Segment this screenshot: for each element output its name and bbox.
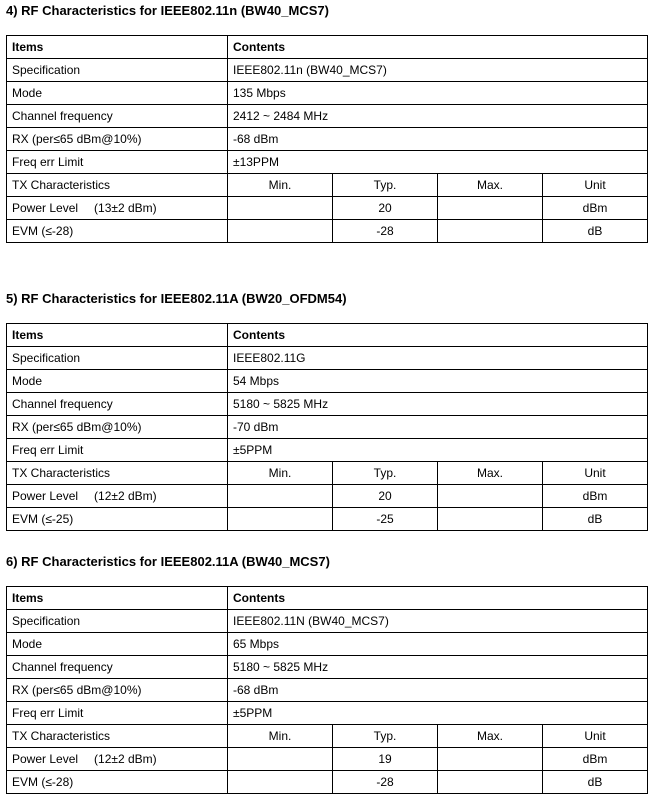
evm-unit: dB [543,508,648,531]
row-value: IEEE802.11N (BW40_MCS7) [228,610,648,633]
row-label: Channel frequency [7,656,228,679]
evm-typ: -28 [333,220,438,243]
row-label: RX (per≤65 dBm@10%) [7,679,228,702]
tx-label: TX Characteristics [7,462,228,485]
evm-label: EVM (≤-25) [7,508,228,531]
power-unit: dBm [543,748,648,771]
evm-max [438,220,543,243]
tx-unit-header: Unit [543,725,648,748]
row-value: IEEE802.11n (BW40_MCS7) [228,59,648,82]
tx-max-header: Max. [438,174,543,197]
row-label: Freq err Limit [7,702,228,725]
power-min [228,485,333,508]
power-unit: dBm [543,197,648,220]
tx-unit-header: Unit [543,174,648,197]
row-label: Mode [7,633,228,656]
table-row [7,610,648,633]
tx-typ-header: Typ. [333,462,438,485]
row-value: 5180 ~ 5825 MHz [228,656,648,679]
table-row [7,347,648,370]
header-items: Items [7,36,228,59]
table-row [7,679,648,702]
evm-min [228,508,333,531]
table-row [7,370,648,393]
tx-typ-header: Typ. [333,174,438,197]
power-typ: 19 [333,748,438,771]
row-value: -70 dBm [228,416,648,439]
header-contents: Contents [228,324,648,347]
tx-unit-header: Unit [543,462,648,485]
table-row [7,702,648,725]
power-unit: dBm [543,485,648,508]
power-max [438,748,543,771]
row-value: ±5PPM [228,702,648,725]
row-value: -68 dBm [228,128,648,151]
power-level-row [7,748,648,771]
power-level-label-cell [7,485,228,508]
tx-min-header: Min. [228,462,333,485]
spec-table [6,35,648,243]
evm-min [228,771,333,794]
row-value: 2412 ~ 2484 MHz [228,105,648,128]
table-row [7,151,648,174]
evm-unit: dB [543,220,648,243]
table-row [7,393,648,416]
row-value: 54 Mbps [228,370,648,393]
power-level-row [7,485,648,508]
table-row [7,439,648,462]
power-level-spec: (13±2 dBm) [94,201,157,215]
section-title: 6) RF Characteristics for IEEE802.11A (BW40_MCS7) [6,554,330,569]
row-label: Specification [7,610,228,633]
power-level-spec: (12±2 dBm) [94,752,157,766]
table-header-row [7,36,648,59]
row-value: ±13PPM [228,151,648,174]
evm-max [438,771,543,794]
row-label: Channel frequency [7,393,228,416]
tx-typ-header: Typ. [333,725,438,748]
power-level-spec: (12±2 dBm) [94,489,157,503]
power-min [228,197,333,220]
row-label: RX (per≤65 dBm@10%) [7,416,228,439]
power-max [438,197,543,220]
row-label: RX (per≤65 dBm@10%) [7,128,228,151]
spec-table [6,323,648,531]
spec-table [6,586,648,794]
row-label: Mode [7,82,228,105]
tx-label: TX Characteristics [7,174,228,197]
power-max [438,485,543,508]
evm-row [7,220,648,243]
header-contents: Contents [228,587,648,610]
row-label: Specification [7,59,228,82]
header-items: Items [7,324,228,347]
row-value: ±5PPM [228,439,648,462]
evm-row [7,508,648,531]
row-value: 65 Mbps [228,633,648,656]
evm-row [7,771,648,794]
evm-label: EVM (≤-28) [7,220,228,243]
row-label: Specification [7,347,228,370]
section-title: 4) RF Characteristics for IEEE802.11n (BW40_MCS7) [6,3,329,18]
row-label: Freq err Limit [7,151,228,174]
table-row [7,82,648,105]
power-level-label: Power Level [12,752,79,766]
tx-header-row [7,174,648,197]
tx-header-row [7,725,648,748]
table-header-row [7,587,648,610]
evm-typ: -28 [333,771,438,794]
evm-max [438,508,543,531]
table-row [7,59,648,82]
row-label: Channel frequency [7,105,228,128]
tx-max-header: Max. [438,462,543,485]
power-level-label-cell [7,748,228,771]
evm-unit: dB [543,771,648,794]
tx-max-header: Max. [438,725,543,748]
power-typ: 20 [333,485,438,508]
table-row [7,656,648,679]
power-level-row [7,197,648,220]
section-title: 5) RF Characteristics for IEEE802.11A (BW20_OFDM54) [6,291,347,306]
evm-label: EVM (≤-28) [7,771,228,794]
table-row [7,633,648,656]
row-value: 135 Mbps [228,82,648,105]
header-contents: Contents [228,36,648,59]
table-row [7,416,648,439]
tx-label: TX Characteristics [7,725,228,748]
power-level-label: Power Level [12,201,79,215]
tx-min-header: Min. [228,725,333,748]
row-label: Freq err Limit [7,439,228,462]
tx-header-row [7,462,648,485]
power-typ: 20 [333,197,438,220]
row-value: 5180 ~ 5825 MHz [228,393,648,416]
row-value: IEEE802.11G [228,347,648,370]
table-row [7,105,648,128]
tx-min-header: Min. [228,174,333,197]
header-items: Items [7,587,228,610]
row-label: Mode [7,370,228,393]
power-min [228,748,333,771]
row-value: -68 dBm [228,679,648,702]
evm-typ: -25 [333,508,438,531]
power-level-label-cell [7,197,228,220]
power-level-label: Power Level [12,489,79,503]
table-row [7,128,648,151]
evm-min [228,220,333,243]
table-header-row [7,324,648,347]
